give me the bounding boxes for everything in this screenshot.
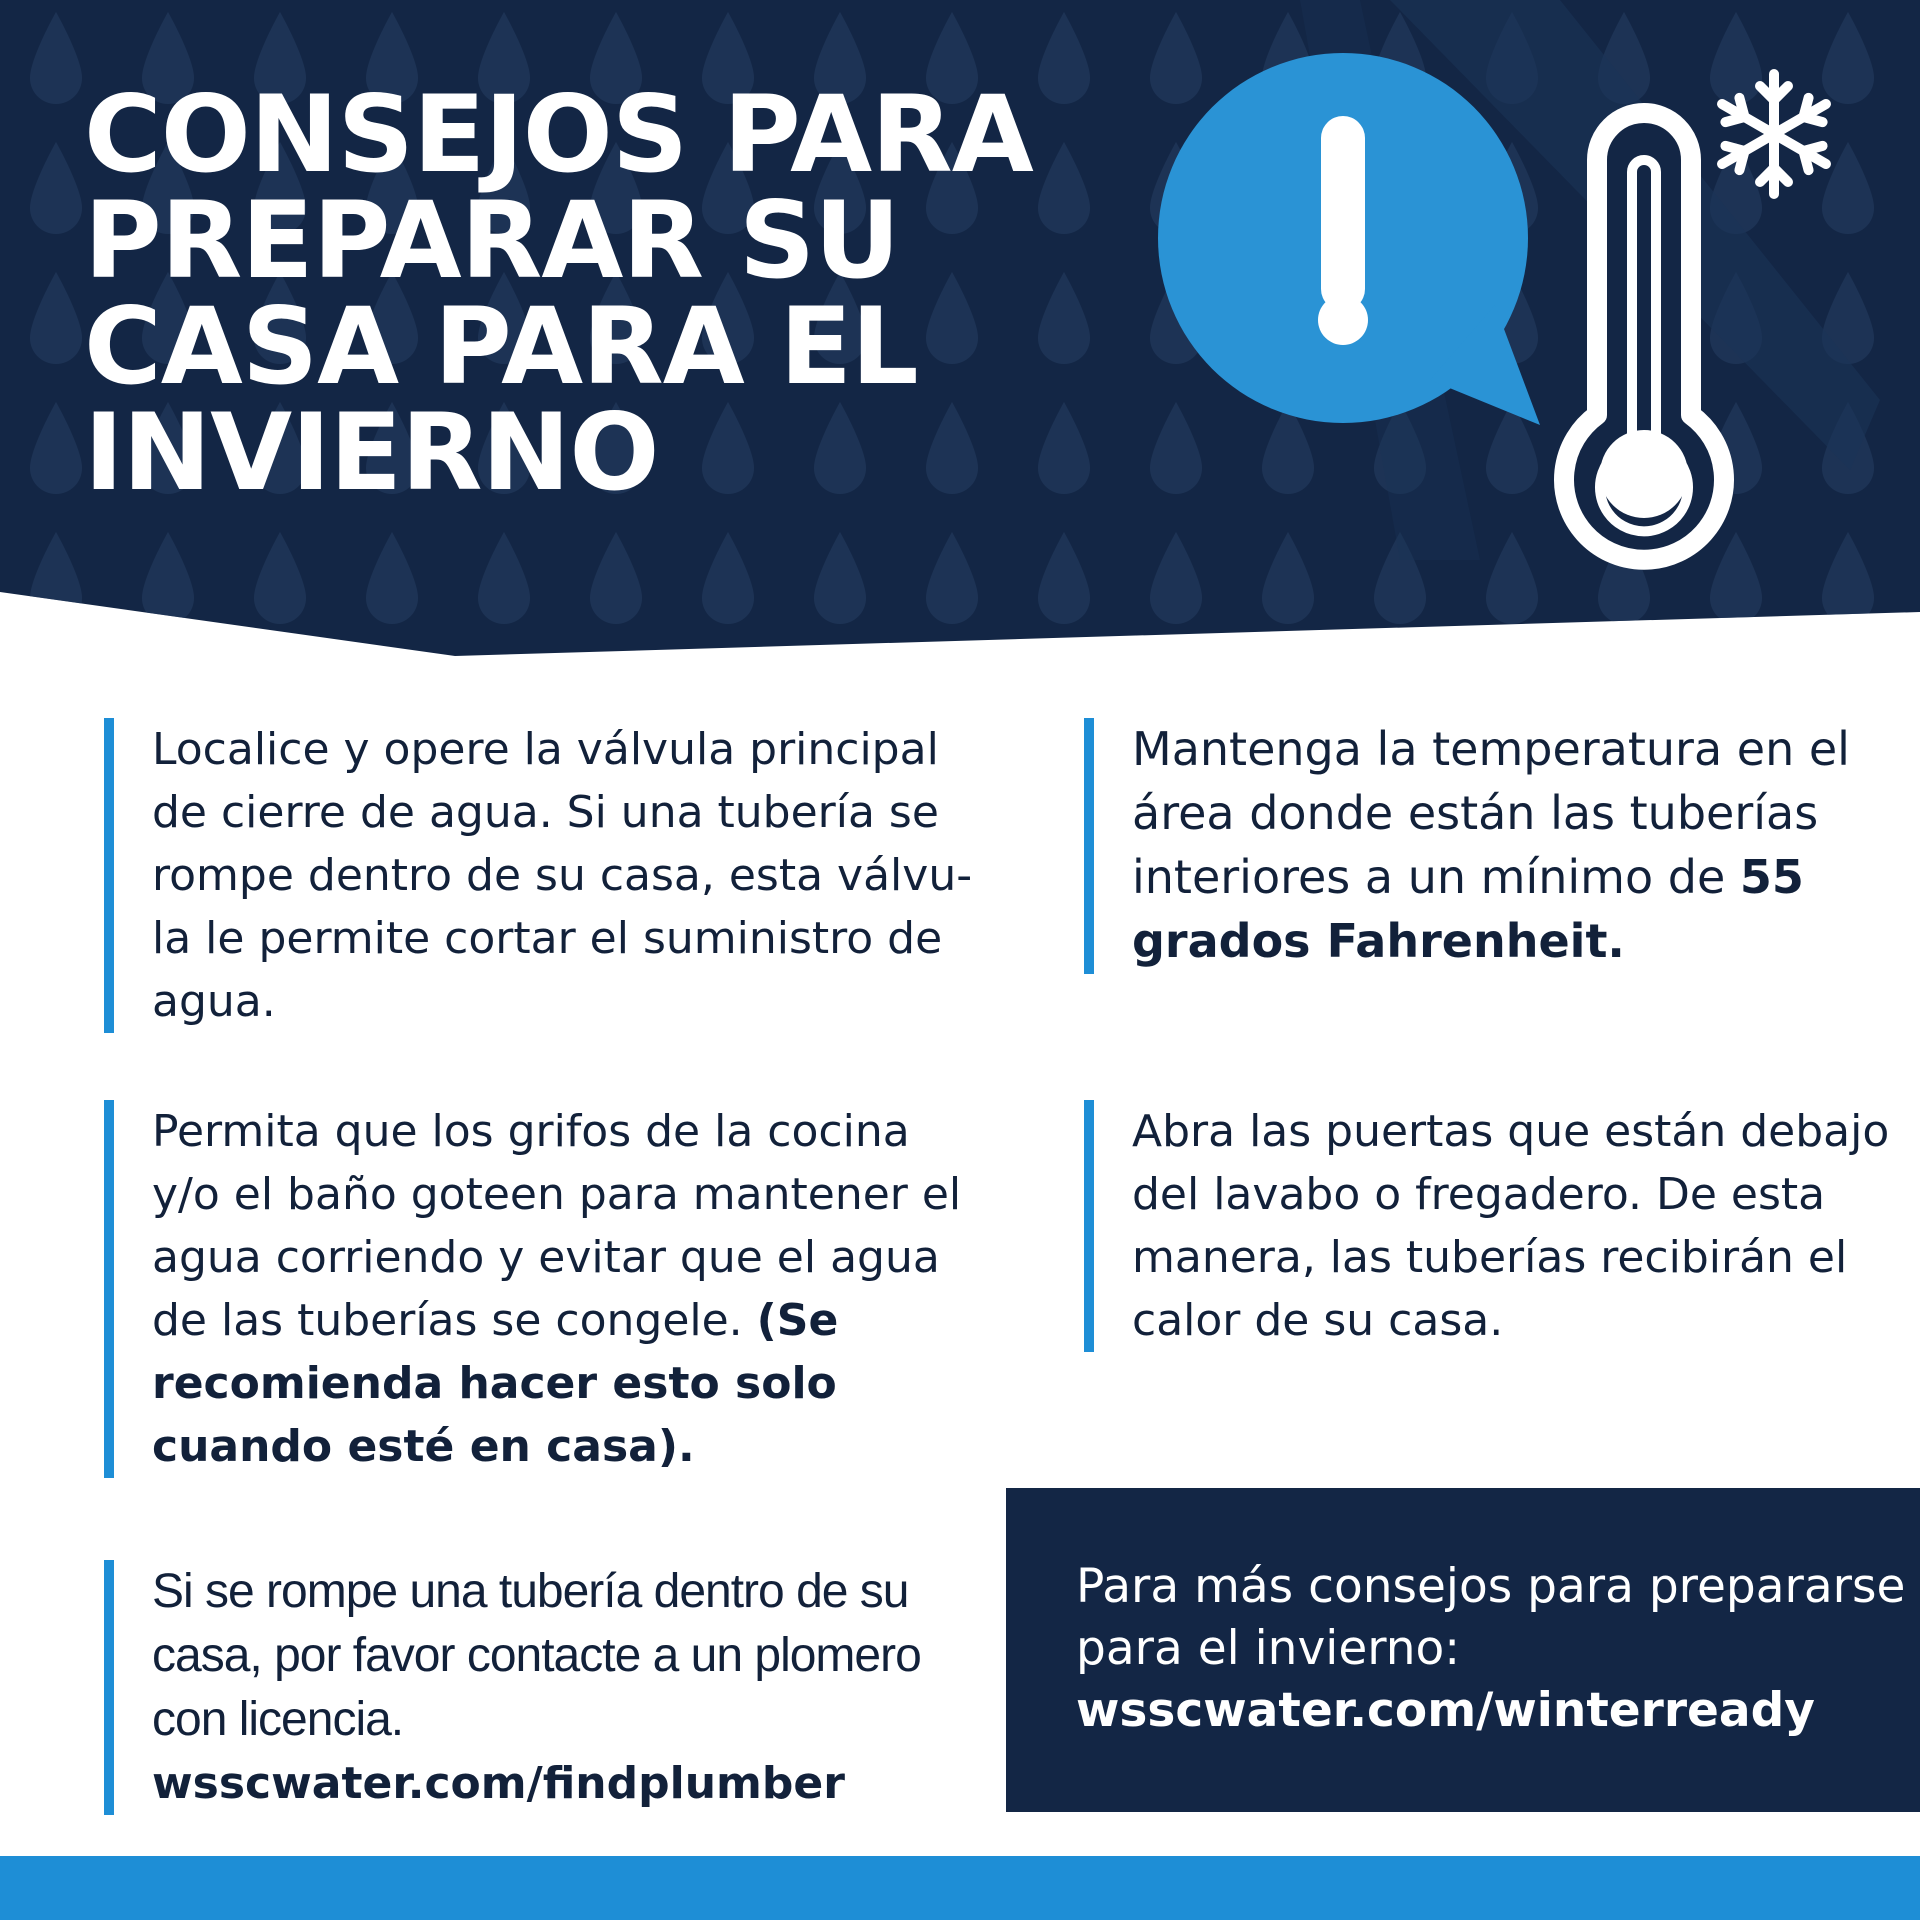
page-title bbox=[84, 73, 1164, 514]
tip-contact-plumber bbox=[104, 1560, 982, 1815]
tip-text: Si se rompe una tubería dentro de su casa, por favor contacte a un plomero con licencia. bbox=[152, 1565, 921, 1746]
more-tips-text bbox=[1076, 1556, 1920, 1742]
tip-bold-text: (Se recomienda hacer esto solo cuando esté en casa). bbox=[152, 1295, 839, 1472]
thermometer-icon bbox=[1564, 113, 1724, 560]
header-banner bbox=[0, 0, 1920, 660]
tip-open-cabinets bbox=[1084, 1100, 1920, 1352]
more-tips-label: Para más consejos para prepararse para el invierno: bbox=[1076, 1559, 1906, 1676]
tip-text: Permita que los grifos de la cocina y/o el baño goteen para mantener el agua corriendo y evitar que el agua de las tuberías se congele. bbox=[152, 1106, 962, 1346]
title-line: PREPARAR SU bbox=[84, 179, 900, 302]
more-tips-box bbox=[1006, 1488, 1920, 1812]
tip-text: Abra las puertas que están debajo del lavabo o fregadero. De esta manera, las tuberías recibirán el calor de su casa. bbox=[1132, 1106, 1890, 1346]
title-line: CONSEJOS PARA bbox=[84, 73, 1033, 196]
findplumber-link[interactable]: wsscwater.com/findplumber bbox=[152, 1758, 845, 1809]
tip-bold-text: 55 grados Fahrenheit. bbox=[1132, 850, 1804, 968]
tip-drip-faucets bbox=[104, 1100, 982, 1478]
tip-text: Localice y opere la válvula principal de cierre de agua. Si una tubería se rompe dentro de su casa, esta válvu-la le permite cortar el suministro de agua. bbox=[152, 724, 973, 1027]
tip-text: Mantenga la temperatura en el área donde están las tuberías interiores a un mínimo de bbox=[1132, 722, 1850, 904]
tip-shutoff-valve bbox=[104, 718, 982, 1033]
winterready-link[interactable]: wsscwater.com/winterready bbox=[1076, 1683, 1815, 1738]
tip-temperature bbox=[1084, 718, 1920, 974]
bottom-accent-bar bbox=[0, 1856, 1920, 1920]
title-line: INVIERNO bbox=[84, 391, 659, 514]
title-line: CASA PARA EL bbox=[84, 285, 918, 408]
